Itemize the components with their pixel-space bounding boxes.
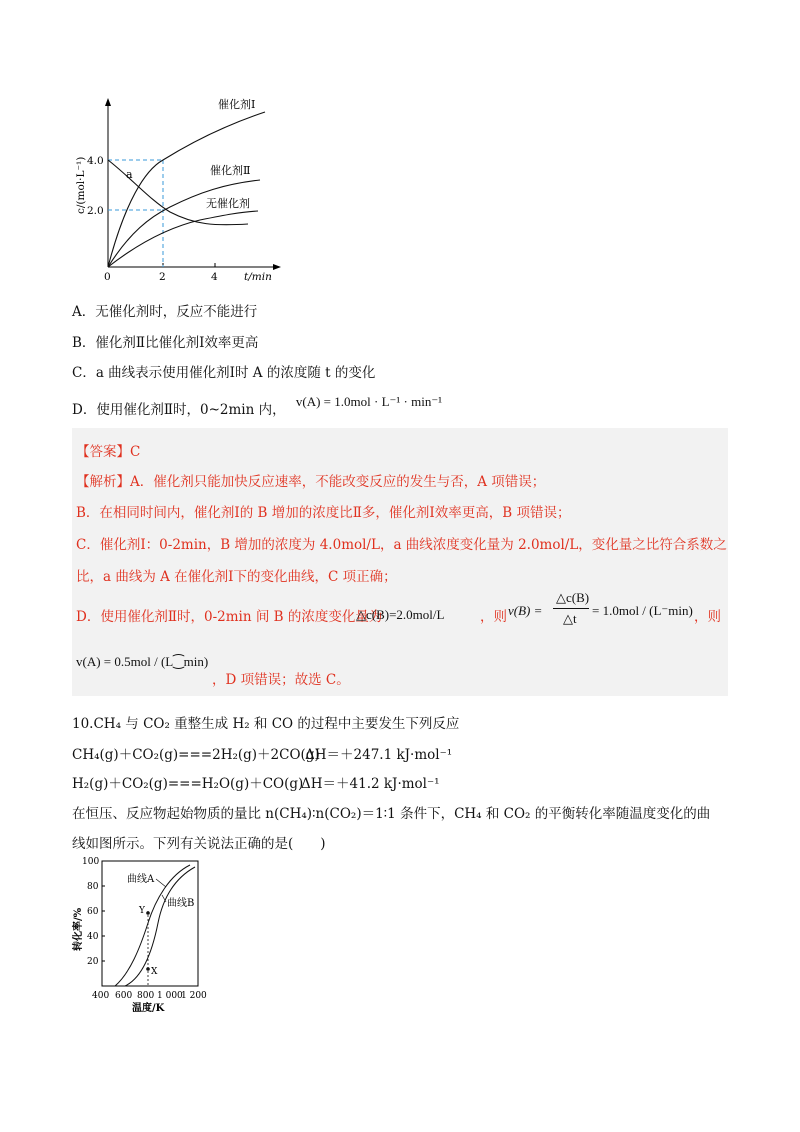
option-d[interactable] (72, 394, 443, 418)
label-catalyst-2: 催化剂Ⅱ (210, 164, 251, 177)
point-y-label: Y (139, 906, 145, 916)
q10-text-1: 在恒压、反应物起始物质的量比 n(CH₄)∶n(CO₂)＝1∶1 条件下，CH₄ 和 CO₂ 的平衡转化率随温度变化的曲 (72, 806, 711, 822)
analysis-text-5b: ，则 (480, 609, 507, 625)
chart2-ytick: 20 (87, 957, 99, 967)
option-b[interactable]: B．催化剂Ⅱ比催化剂Ⅰ效率更高 (72, 335, 259, 351)
chart1-origin: 0 (104, 271, 111, 282)
chart2-ytick: 40 (87, 932, 99, 942)
chart2-ylabel: 转化率/% (73, 907, 84, 951)
label-curve-a: 曲线A (127, 874, 155, 885)
label-catalyst-1: 催化剂Ⅰ (218, 98, 256, 111)
q10-dh2: ΔH＝＋41.2 kJ·mol⁻¹ (301, 776, 440, 792)
q10-eq1: CH₄(g)＋CO₂(g)===2H₂(g)＋2CO(g) (72, 747, 320, 763)
vb-formula-right: = 1.0mol / (L⁻min) (592, 603, 693, 618)
chart2-ytick: 80 (87, 882, 99, 892)
va-formula: v(A) = 0.5mol / (L⁐min) (76, 654, 209, 669)
analysis-line-2: B．在相同时间内，催化剂Ⅰ的 B 增加的浓度比Ⅱ多，催化剂Ⅰ效率更高，B 项错误； (76, 505, 571, 521)
point-x (146, 967, 150, 971)
chart1-ylabel: c/(mol·L⁻¹) (75, 156, 87, 214)
q10-text-2: 线如图所示。下列有关说法正确的是( ) (72, 836, 326, 852)
chart2-xlabel: 温度/K (132, 1003, 165, 1014)
option-d-text: D．使用催化剂Ⅱ时，0~2min 内， (72, 402, 286, 418)
point-y (146, 911, 150, 915)
q10-eq2: H₂(g)＋CO₂(g)===H₂O(g)＋CO(g) (72, 776, 304, 792)
analysis-line-3: C．催化剂Ⅰ：0-2min，B 增加的浓度为 4.0mol/L，a 曲线浓度变化量为 2.0mol/L，变化量之比符合系数之 (76, 537, 727, 553)
chart1-ytick: 4.0 (87, 155, 104, 167)
chart1-xtick: 4 (211, 271, 218, 282)
label-curve-b: 曲线B (167, 898, 195, 909)
label-a: a (126, 168, 133, 181)
curve-no-catalyst (108, 211, 258, 267)
point-x-label: X (151, 967, 158, 977)
analysis-text-1: A．催化剂只能加快反应速率，不能改变反应的发生与否，A 项错误； (130, 474, 546, 490)
chart2-xtick: 800 (137, 991, 155, 1001)
option-a[interactable]: A．无催化剂时，反应不能进行 (72, 304, 258, 320)
chart2-xtick: 600 (115, 991, 133, 1001)
concentration-chart (70, 92, 310, 282)
chart1-ytick: 2.0 (87, 205, 104, 217)
delta-cb: △c(B)=2.0mol/L (356, 607, 445, 622)
vb-frac-bar (553, 608, 589, 609)
chart1-xtick: 2 (159, 271, 166, 282)
q10-stem: 10.CH₄ 与 CO₂ 重整生成 H₂ 和 CO 的过程中主要发生下列反应 (72, 716, 460, 732)
chart2-xtick: 400 (92, 991, 110, 1001)
analysis-line-4: 比，a 曲线为 A 在催化剂Ⅰ下的变化曲线，C 项正确； (76, 569, 397, 585)
option-d-formula: v(A) = 1.0mol · L⁻¹ · min⁻¹ (295, 394, 443, 409)
x-axis-arrow (273, 264, 281, 270)
conversion-chart (70, 853, 220, 1015)
option-c[interactable]: C．a 曲线表示使用催化剂Ⅰ时 A 的浓度随 t 的变化 (72, 365, 376, 381)
chart2-xtick: 1 200 (181, 991, 207, 1001)
vb-frac-den: △t (563, 611, 577, 626)
vb-formula-left: v(B) = (508, 603, 543, 618)
y-axis-arrow (105, 98, 111, 106)
answer-line (76, 440, 140, 460)
answer-label: 【答案】 (76, 444, 130, 460)
chart2-xtick: 1 000 (157, 991, 183, 1001)
chart1-xlabel: t/min (244, 271, 272, 282)
analysis-text-6: ，D 项错误；故选 C。 (212, 672, 350, 688)
curve-catalyst-2 (108, 180, 260, 267)
curve-catalyst-1 (108, 112, 265, 267)
label-no-catalyst: 无催化剂 (206, 197, 250, 210)
q10-dh1: ΔH＝＋247.1 kJ·mol⁻¹ (305, 747, 453, 763)
chart2-ytick: 60 (87, 907, 99, 917)
answer-value: C (130, 444, 141, 460)
chart2-ytick: 100 (82, 857, 100, 867)
analysis-text-5c: ，则 (694, 609, 721, 625)
analysis-label: 【解析】 (76, 474, 130, 490)
analysis-line-5 (76, 605, 382, 625)
analysis-text-5a: D．使用催化剂Ⅱ时，0-2min 间 B 的浓度变化量为 (76, 609, 383, 625)
vb-frac-num: △c(B) (556, 590, 590, 605)
analysis-line-1 (76, 470, 545, 490)
